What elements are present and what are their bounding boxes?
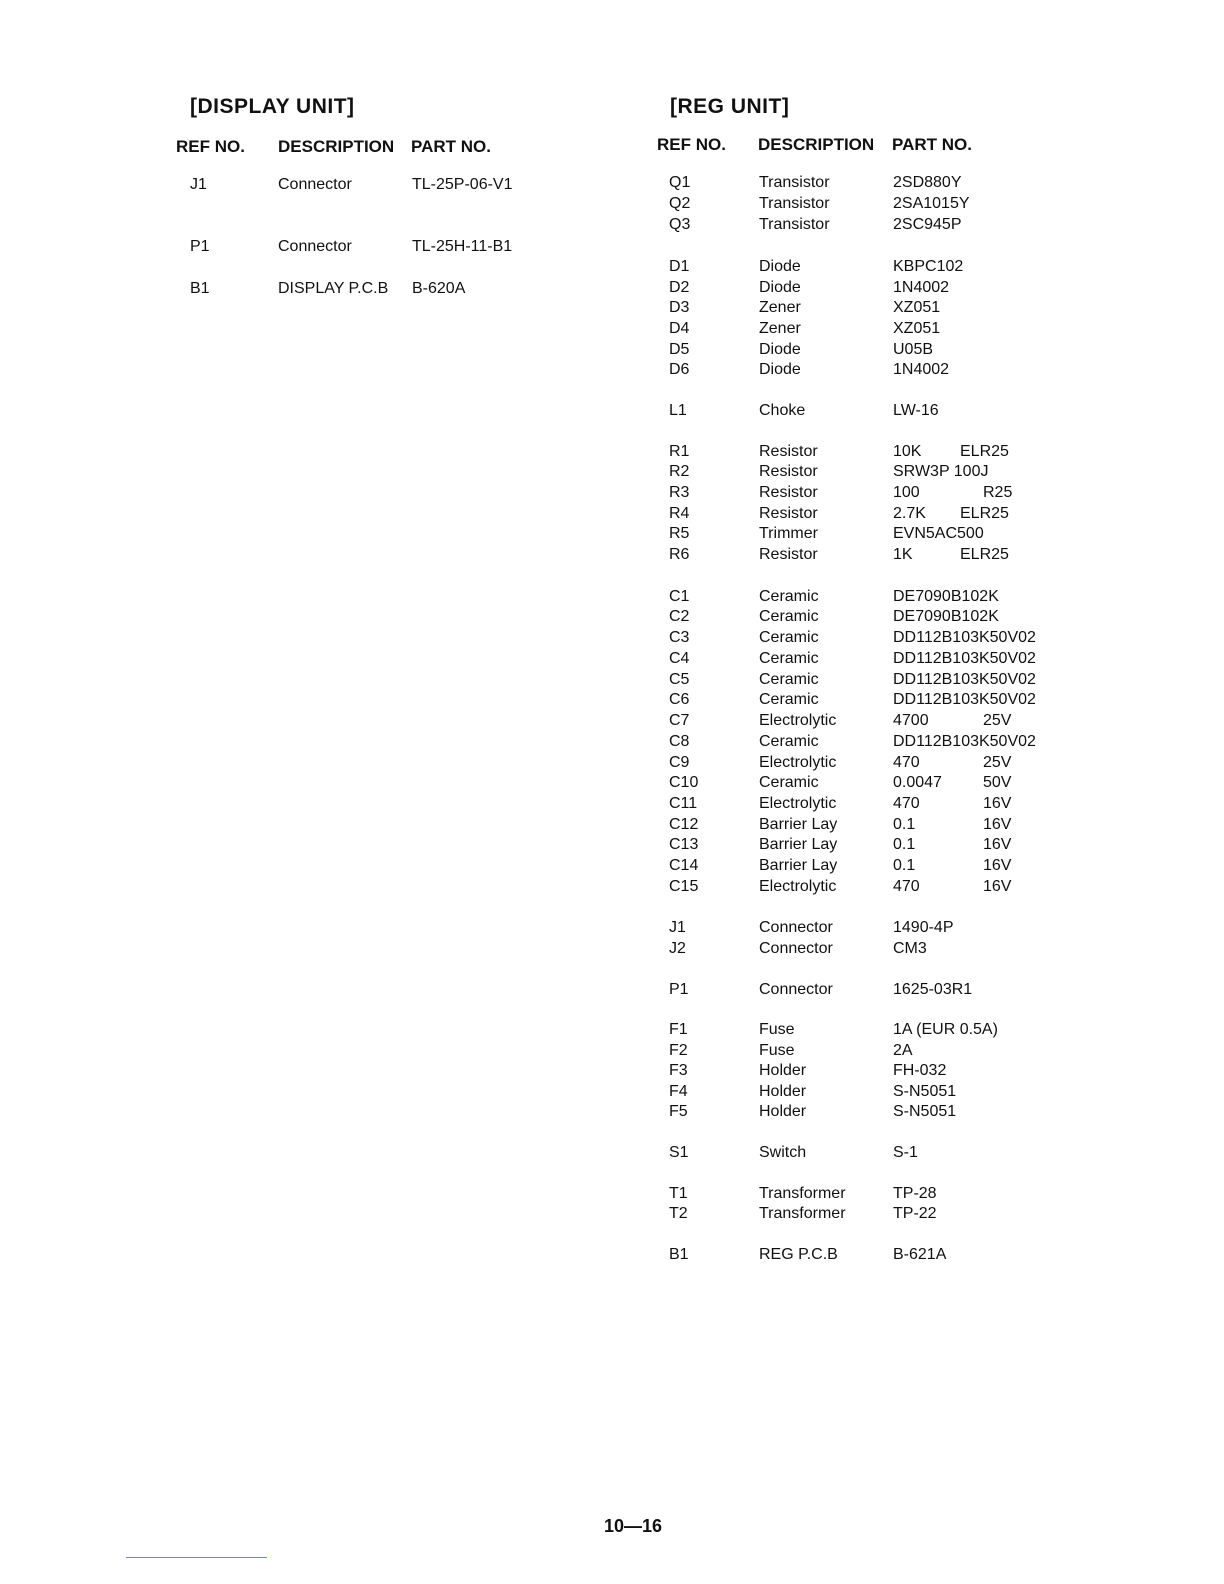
reg-desc: Barrier Lay — [759, 836, 838, 853]
reg-desc: Transformer — [759, 1185, 846, 1202]
reg-ref: T2 — [669, 1205, 688, 1222]
reg-desc: Transistor — [759, 174, 830, 191]
reg-part: TP-28 — [893, 1185, 937, 1202]
reg-desc: Ceramic — [759, 671, 819, 688]
reg-ref: D6 — [669, 361, 690, 378]
reg-desc: Ceramic — [759, 733, 819, 750]
reg-part: CM3 — [893, 940, 927, 957]
reg-ref: T1 — [669, 1185, 688, 1202]
reg-ref: F5 — [669, 1103, 688, 1120]
reg-part: 1K — [893, 546, 913, 563]
reg-spec: ELR25 — [960, 443, 1009, 460]
reg-desc: Diode — [759, 341, 801, 358]
reg-ref: C11 — [669, 795, 698, 812]
reg-part: 470 — [893, 754, 920, 771]
reg-part: TP-22 — [893, 1205, 937, 1222]
reg-desc: Diode — [759, 279, 801, 296]
reg-spec: 25V — [983, 754, 1012, 771]
reg-part: XZ051 — [893, 320, 941, 337]
reg-spec: ELR25 — [960, 505, 1009, 522]
reg-ref: C14 — [669, 857, 699, 874]
page-number: 10—16 — [604, 1516, 663, 1536]
reg-part: U05B — [893, 341, 934, 358]
reg-desc: Zener — [759, 299, 801, 316]
reg-part: 4700 — [893, 712, 929, 729]
reg-spec: ELR25 — [960, 546, 1009, 563]
reg-ref: C10 — [669, 774, 699, 791]
reg-desc: Holder — [759, 1083, 807, 1100]
reg-ref: R1 — [669, 443, 690, 460]
reg-desc: Resistor — [759, 463, 818, 480]
reg-desc: Resistor — [759, 484, 818, 501]
reg-part: S-1 — [893, 1144, 918, 1161]
reg-part: 0.1 — [893, 836, 916, 853]
display-part: B-620A — [412, 280, 466, 297]
reg-part: 1625-03R1 — [893, 981, 973, 998]
display-desc: Connector — [278, 238, 352, 255]
reg-desc: Zener — [759, 320, 801, 337]
reg-ref: C3 — [669, 629, 690, 646]
reg-ref: D4 — [669, 320, 690, 337]
reg-ref: Q2 — [669, 195, 691, 212]
display-unit-title: [DISPLAY UNIT] — [190, 95, 355, 118]
reg-desc: Holder — [759, 1062, 807, 1079]
reg-part: SRW3P 100J — [893, 463, 989, 480]
reg-part: S-N5051 — [893, 1083, 957, 1100]
reg-part: FH-032 — [893, 1062, 947, 1079]
reg-part: 1490-4P — [893, 919, 954, 936]
reg-ref: D5 — [669, 341, 690, 358]
reg-ref: F4 — [669, 1083, 688, 1100]
reg-part: 10K — [893, 443, 922, 460]
reg-ref: D2 — [669, 279, 690, 296]
reg-ref: R2 — [669, 463, 690, 480]
reg-ref: C8 — [669, 733, 690, 750]
reg-ref: R4 — [669, 505, 690, 522]
reg-desc: Resistor — [759, 505, 818, 522]
reg-spec: 16V — [983, 857, 1012, 874]
display-part-header: PART NO. — [411, 137, 491, 156]
reg-ref: R3 — [669, 484, 690, 501]
reg-desc-header: DESCRIPTION — [758, 135, 875, 154]
reg-ref: R6 — [669, 546, 690, 563]
reg-desc: Transistor — [759, 216, 830, 233]
reg-ref: S1 — [669, 1144, 689, 1161]
reg-ref: C15 — [669, 878, 699, 895]
reg-spec: 16V — [983, 795, 1012, 812]
reg-ref: C13 — [669, 836, 699, 853]
reg-ref: C1 — [669, 588, 690, 605]
reg-ref: C6 — [669, 691, 690, 708]
display-ref: B1 — [190, 280, 210, 297]
reg-spec: 16V — [983, 878, 1012, 895]
reg-ref: C9 — [669, 754, 690, 771]
reg-part: 470 — [893, 795, 920, 812]
reg-ref: C12 — [669, 816, 699, 833]
reg-ref: J1 — [669, 919, 686, 936]
reg-desc: Barrier Lay — [759, 857, 838, 874]
reg-part: 0.1 — [893, 816, 916, 833]
reg-ref: J2 — [669, 940, 686, 957]
reg-part: LW-16 — [893, 402, 939, 419]
reg-part: 2A — [893, 1042, 913, 1059]
reg-desc: Electrolytic — [759, 712, 837, 729]
display-desc: DISPLAY P.C.B — [278, 280, 389, 297]
display-ref: P1 — [190, 238, 210, 255]
reg-ref: P1 — [669, 981, 689, 998]
reg-ref: B1 — [669, 1246, 689, 1263]
reg-part: 2SC945P — [893, 216, 962, 233]
reg-desc: Ceramic — [759, 774, 819, 791]
reg-part: 100 — [893, 484, 920, 501]
reg-part: 1N4002 — [893, 279, 950, 296]
reg-part: S-N5051 — [893, 1103, 957, 1120]
reg-spec: 16V — [983, 836, 1012, 853]
reg-ref: C2 — [669, 608, 690, 625]
reg-ref: F1 — [669, 1021, 688, 1038]
reg-spec: 50V — [983, 774, 1012, 791]
display-ref: J1 — [190, 176, 207, 193]
reg-part: DD112B103K50V02 — [893, 629, 1036, 646]
reg-desc: Electrolytic — [759, 795, 837, 812]
reg-ref: F2 — [669, 1042, 688, 1059]
reg-part: DD112B103K50V02 — [893, 671, 1036, 688]
reg-part: 2SD880Y — [893, 174, 962, 191]
reg-ref: L1 — [669, 402, 687, 419]
reg-part: EVN5AC500 — [893, 525, 984, 542]
reg-part: 470 — [893, 878, 920, 895]
reg-desc: Connector — [759, 981, 833, 998]
reg-desc: REG P.C.B — [759, 1246, 838, 1263]
reg-desc: Connector — [759, 919, 833, 936]
reg-desc: Ceramic — [759, 650, 819, 667]
reg-part: B-621A — [893, 1246, 947, 1263]
reg-part: 0.0047 — [893, 774, 942, 791]
reg-desc: Ceramic — [759, 588, 819, 605]
reg-ref: D3 — [669, 299, 690, 316]
reg-part: 1A (EUR 0.5A) — [893, 1021, 998, 1038]
footer-rule — [126, 1557, 267, 1558]
reg-part: 0.1 — [893, 857, 916, 874]
reg-spec: 16V — [983, 816, 1012, 833]
reg-desc: Resistor — [759, 546, 818, 563]
reg-unit-title: [REG UNIT] — [670, 95, 790, 118]
reg-part: DE7090B102K — [893, 588, 999, 605]
reg-desc: Fuse — [759, 1021, 795, 1038]
display-ref-header: REF NO. — [176, 137, 245, 156]
reg-desc: Holder — [759, 1103, 807, 1120]
reg-part: DD112B103K50V02 — [893, 733, 1036, 750]
reg-ref-header: REF NO. — [657, 135, 726, 154]
reg-ref: D1 — [669, 258, 690, 275]
reg-desc: Transistor — [759, 195, 830, 212]
reg-ref: Q1 — [669, 174, 691, 191]
reg-part: 1N4002 — [893, 361, 950, 378]
reg-part: XZ051 — [893, 299, 941, 316]
reg-desc: Transformer — [759, 1205, 846, 1222]
reg-desc: Ceramic — [759, 629, 819, 646]
reg-ref: F3 — [669, 1062, 688, 1079]
reg-desc: Electrolytic — [759, 754, 837, 771]
reg-part: DD112B103K50V02 — [893, 691, 1036, 708]
reg-part: DD112B103K50V02 — [893, 650, 1036, 667]
reg-ref: C4 — [669, 650, 690, 667]
reg-desc: Resistor — [759, 443, 818, 460]
reg-ref: C5 — [669, 671, 690, 688]
reg-part: DE7090B102K — [893, 608, 999, 625]
reg-ref: C7 — [669, 712, 690, 729]
reg-part-header: PART NO. — [892, 135, 972, 154]
display-desc: Connector — [278, 176, 352, 193]
reg-ref: R5 — [669, 525, 690, 542]
reg-desc: Ceramic — [759, 608, 819, 625]
reg-spec: 25V — [983, 712, 1012, 729]
reg-desc: Fuse — [759, 1042, 795, 1059]
reg-desc: Ceramic — [759, 691, 819, 708]
reg-desc: Trimmer — [759, 525, 818, 542]
reg-desc: Diode — [759, 361, 801, 378]
display-part: TL-25H-11-B1 — [412, 238, 513, 255]
reg-spec: R25 — [983, 484, 1013, 501]
reg-part: 2SA1015Y — [893, 195, 970, 212]
reg-desc: Connector — [759, 940, 833, 957]
reg-desc: Choke — [759, 402, 806, 419]
reg-desc: Switch — [759, 1144, 807, 1161]
reg-desc: Barrier Lay — [759, 816, 838, 833]
reg-ref: Q3 — [669, 216, 691, 233]
reg-desc: Electrolytic — [759, 878, 837, 895]
reg-part: 2.7K — [893, 505, 926, 522]
reg-part: KBPC102 — [893, 258, 964, 275]
reg-desc: Diode — [759, 258, 801, 275]
display-desc-header: DESCRIPTION — [278, 137, 395, 156]
display-part: TL-25P-06-V1 — [412, 176, 513, 193]
